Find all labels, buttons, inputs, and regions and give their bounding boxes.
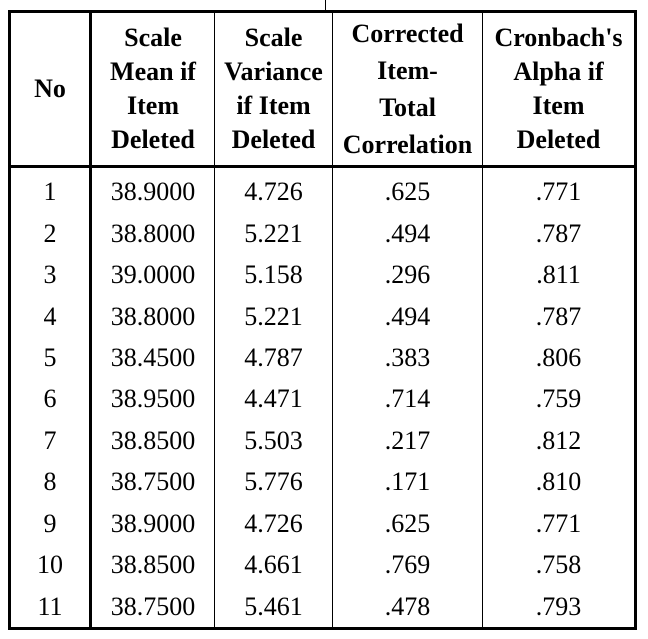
cell-scale-variance: 5.461 [215, 585, 333, 628]
cell-corrected-correlation: .171 [333, 461, 483, 502]
cell-scale-mean: 38.7500 [91, 461, 215, 502]
cell-no: 1 [43, 177, 57, 207]
table-row [10, 167, 636, 213]
cell-scale-mean: 38.9000 [91, 167, 215, 213]
table-row [10, 420, 636, 461]
table-row [10, 544, 636, 585]
cell-cronbach-alpha: .771 [483, 503, 636, 544]
cell-cronbach-alpha: .810 [483, 461, 636, 502]
cell-cronbach-alpha: .812 [483, 420, 636, 461]
cell-no: 5 [43, 343, 57, 373]
header-line: Item- [377, 56, 438, 85]
header-line: Cronbach's [494, 23, 623, 52]
header-no [10, 12, 91, 167]
table-row [10, 295, 636, 336]
table-row [10, 378, 636, 419]
cell-scale-variance: 4.471 [215, 378, 333, 419]
table-header [10, 12, 636, 167]
cell-no: 7 [43, 425, 57, 455]
cell-scale-variance: 4.726 [215, 503, 333, 544]
table-row [10, 337, 636, 378]
cell-cronbach-alpha: .787 [483, 295, 636, 336]
header-line: Deleted [231, 125, 316, 154]
header-row [10, 12, 636, 167]
header-line: No [34, 74, 66, 103]
header-line: Corrected [351, 19, 464, 48]
cell-scale-mean: 39.0000 [91, 254, 215, 295]
cell-no: 2 [43, 218, 57, 248]
cell-scale-mean: 38.8000 [91, 212, 215, 253]
cell-scale-mean: 38.9500 [91, 378, 215, 419]
header-line: Total [379, 93, 436, 122]
cell-scale-variance: 5.503 [215, 420, 333, 461]
table-row [10, 461, 636, 502]
cell-no: 10 [37, 550, 63, 580]
header-cronbach-alpha [483, 12, 636, 167]
header-line: Mean if [110, 57, 196, 86]
header-line: Deleted [111, 125, 195, 154]
cell-corrected-correlation: .217 [333, 420, 483, 461]
table-row [10, 254, 636, 295]
cell-scale-variance: 4.726 [215, 167, 333, 213]
header-line: if Item [236, 91, 311, 120]
cell-no: 6 [43, 384, 57, 414]
cell-cronbach-alpha: .758 [483, 544, 636, 585]
cell-corrected-correlation: .383 [333, 337, 483, 378]
table-row [10, 503, 636, 544]
cell-scale-mean: 38.8500 [91, 420, 215, 461]
cell-scale-mean: 38.8500 [91, 544, 215, 585]
cell-scale-variance: 5.221 [215, 212, 333, 253]
cell-no: 8 [43, 467, 57, 497]
header-line: Deleted [516, 125, 601, 154]
cell-scale-variance: 4.787 [215, 337, 333, 378]
cell-corrected-correlation: .714 [333, 378, 483, 419]
cell-corrected-correlation: .769 [333, 544, 483, 585]
cell-scale-variance: 4.661 [215, 544, 333, 585]
header-line: Item [127, 91, 179, 120]
header-line: Scale [244, 23, 303, 52]
cell-cronbach-alpha: .811 [483, 254, 636, 295]
cell-scale-mean: 38.4500 [91, 337, 215, 378]
header-scale-mean [91, 12, 215, 167]
cell-no: 3 [43, 260, 57, 290]
cell-corrected-correlation: .494 [333, 212, 483, 253]
table-row [10, 585, 636, 628]
cell-cronbach-alpha: .793 [483, 585, 636, 628]
cell-no: 11 [37, 591, 63, 621]
cell-cronbach-alpha: .759 [483, 378, 636, 419]
header-line: Item [532, 91, 585, 120]
cell-scale-mean: 38.7500 [91, 585, 215, 628]
cell-cronbach-alpha: .771 [483, 167, 636, 213]
header-scale-variance [215, 12, 333, 167]
header-line: Scale [124, 23, 182, 52]
cell-scale-variance: 5.158 [215, 254, 333, 295]
cell-corrected-correlation: .296 [333, 254, 483, 295]
cell-corrected-correlation: .478 [333, 585, 483, 628]
cell-cronbach-alpha: .787 [483, 212, 636, 253]
header-line: Variance [224, 57, 323, 86]
item-total-statistics-table [8, 10, 637, 630]
table-row [10, 212, 636, 253]
cell-corrected-correlation: .494 [333, 295, 483, 336]
cell-corrected-correlation: .625 [333, 167, 483, 213]
cell-scale-mean: 38.9000 [91, 503, 215, 544]
header-line: Correlation [342, 130, 473, 159]
cell-corrected-correlation: .625 [333, 503, 483, 544]
cell-no: 9 [43, 508, 57, 538]
cell-no: 4 [43, 301, 57, 331]
cell-scale-variance: 5.776 [215, 461, 333, 502]
cell-scale-mean: 38.8000 [91, 295, 215, 336]
cell-scale-variance: 5.221 [215, 295, 333, 336]
cell-cronbach-alpha: .806 [483, 337, 636, 378]
header-corrected-correlation [333, 12, 483, 167]
table-body [10, 167, 636, 629]
header-line: Alpha if [513, 57, 604, 86]
